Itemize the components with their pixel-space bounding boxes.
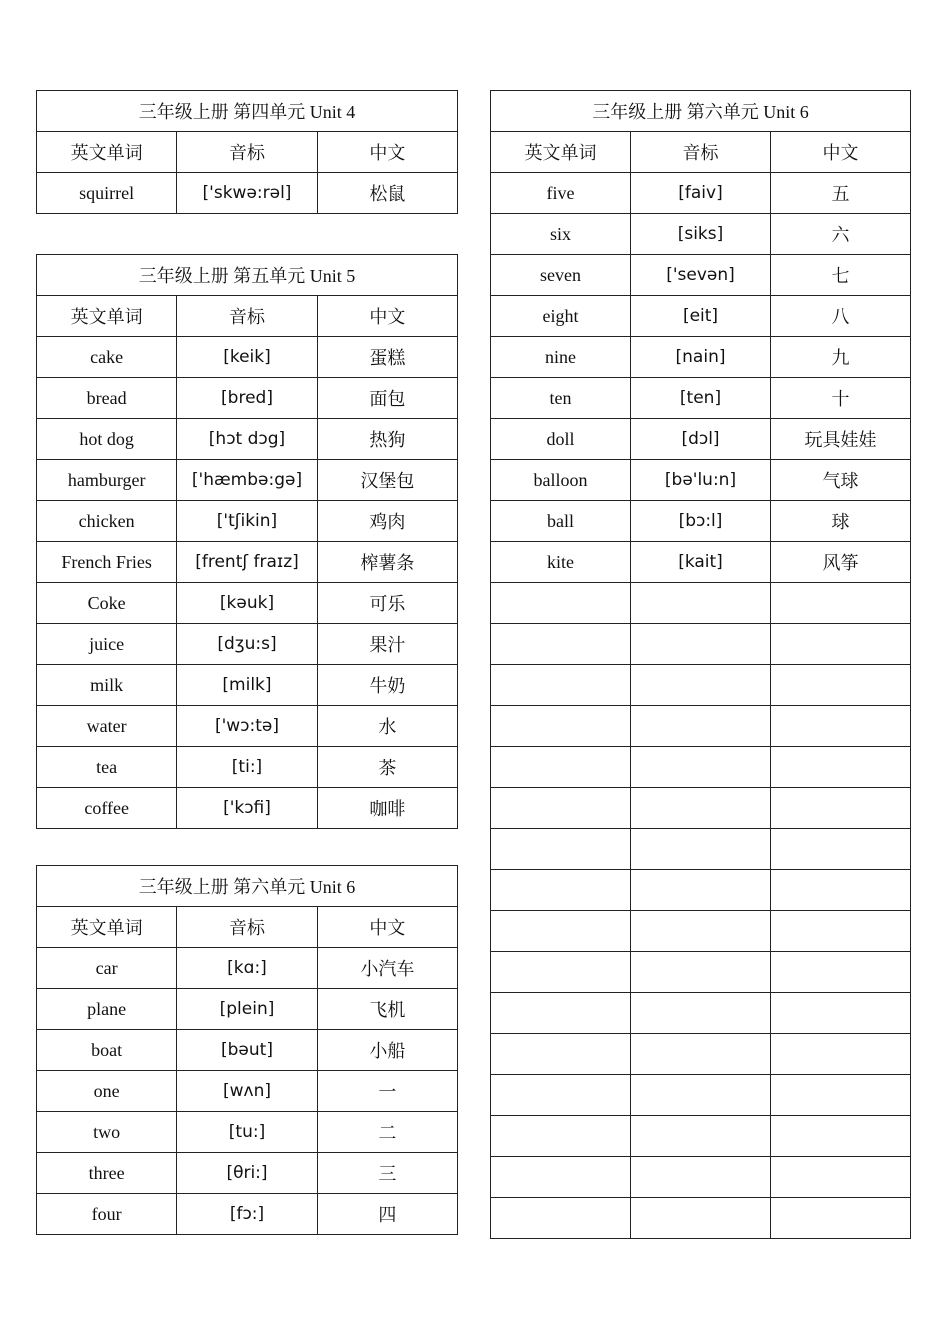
chinese-cell (771, 1034, 911, 1075)
header-english-word: 英文单词 (491, 132, 631, 173)
chinese-cell: 四 (317, 1194, 457, 1235)
table-row (37, 173, 458, 214)
chinese-cell: 气球 (771, 460, 911, 501)
table-row (491, 378, 911, 419)
table-row (491, 173, 911, 214)
english-word-cell (491, 1034, 631, 1075)
english-word-cell: nine (491, 337, 631, 378)
phonetic-cell (631, 993, 771, 1034)
english-word-cell: water (37, 706, 177, 747)
english-word-cell: chicken (37, 501, 177, 542)
chinese-cell: 六 (771, 214, 911, 255)
english-word-cell (491, 624, 631, 665)
chinese-cell (771, 952, 911, 993)
english-word-cell: milk (37, 665, 177, 706)
phonetic-cell: [ten] (631, 378, 771, 419)
table-row (491, 870, 911, 911)
phonetic-cell: ['skwə:rəl] (177, 173, 317, 214)
chinese-cell (771, 747, 911, 788)
table-row (491, 214, 911, 255)
header-chinese: 中文 (317, 296, 457, 337)
phonetic-cell: ['kɔfi] (177, 788, 317, 829)
table-row (491, 1198, 911, 1239)
chinese-cell: 球 (771, 501, 911, 542)
header-english-word: 英文单词 (37, 296, 177, 337)
english-word-cell: ball (491, 501, 631, 542)
phonetic-cell (631, 870, 771, 911)
chinese-cell: 三 (317, 1153, 457, 1194)
english-word-cell: car (37, 948, 177, 989)
phonetic-cell (631, 1116, 771, 1157)
chinese-cell: 鸡肉 (317, 501, 457, 542)
chinese-cell (771, 1198, 911, 1239)
chinese-cell (771, 665, 911, 706)
table-title-row (37, 866, 458, 907)
phonetic-cell: [milk] (177, 665, 317, 706)
table-row (491, 419, 911, 460)
english-word-cell: kite (491, 542, 631, 583)
phonetic-cell: [faiv] (631, 173, 771, 214)
english-word-cell: French Fries (37, 542, 177, 583)
english-word-cell: hot dog (37, 419, 177, 460)
table-row (37, 706, 458, 747)
chinese-cell: 茶 (317, 747, 457, 788)
english-word-cell: coffee (37, 788, 177, 829)
chinese-cell (771, 1157, 911, 1198)
phonetic-cell: [eit] (631, 296, 771, 337)
phonetic-cell (631, 829, 771, 870)
table-row (491, 255, 911, 296)
table-row (491, 665, 911, 706)
table-title: 三年级上册 第五单元 Unit 5 (37, 255, 458, 296)
table-row (491, 296, 911, 337)
table-header-row (491, 132, 911, 173)
chinese-cell (771, 870, 911, 911)
english-word-cell: tea (37, 747, 177, 788)
english-word-cell: five (491, 173, 631, 214)
table-row (37, 542, 458, 583)
chinese-cell: 牛奶 (317, 665, 457, 706)
phonetic-cell: [kait] (631, 542, 771, 583)
phonetic-cell: [bə'lu:n] (631, 460, 771, 501)
english-word-cell (491, 952, 631, 993)
chinese-cell: 风筝 (771, 542, 911, 583)
chinese-cell: 榨薯条 (317, 542, 457, 583)
phonetic-cell (631, 952, 771, 993)
phonetic-cell (631, 1198, 771, 1239)
chinese-cell: 小汽车 (317, 948, 457, 989)
chinese-cell: 热狗 (317, 419, 457, 460)
table-row (491, 747, 911, 788)
phonetic-cell (631, 706, 771, 747)
chinese-cell: 蛋糕 (317, 337, 457, 378)
chinese-cell: 二 (317, 1112, 457, 1153)
table-row (37, 460, 458, 501)
table-row (37, 624, 458, 665)
table-row (491, 706, 911, 747)
english-word-cell: one (37, 1071, 177, 1112)
english-word-cell: squirrel (37, 173, 177, 214)
english-word-cell: boat (37, 1030, 177, 1071)
table-row (37, 747, 458, 788)
table-row (37, 501, 458, 542)
chinese-cell: 水 (317, 706, 457, 747)
phonetic-cell (631, 624, 771, 665)
table-row (491, 788, 911, 829)
phonetic-cell (631, 1034, 771, 1075)
phonetic-cell: [siks] (631, 214, 771, 255)
table-row (37, 788, 458, 829)
english-word-cell: six (491, 214, 631, 255)
english-word-cell: eight (491, 296, 631, 337)
english-word-cell: balloon (491, 460, 631, 501)
table-row (491, 542, 911, 583)
header-phonetic: 音标 (631, 132, 771, 173)
chinese-cell: 面包 (317, 378, 457, 419)
table-row (37, 1112, 458, 1153)
chinese-cell (771, 993, 911, 1034)
chinese-cell (771, 624, 911, 665)
phonetic-cell: ['hæmbə:gə] (177, 460, 317, 501)
phonetic-cell: [nain] (631, 337, 771, 378)
chinese-cell: 小船 (317, 1030, 457, 1071)
table-row (37, 1030, 458, 1071)
phonetic-cell: [θri:] (177, 1153, 317, 1194)
table-row (491, 1116, 911, 1157)
phonetic-cell: ['tʃikin] (177, 501, 317, 542)
phonetic-cell (631, 911, 771, 952)
table-row (491, 501, 911, 542)
table-row (491, 337, 911, 378)
table-row (37, 665, 458, 706)
english-word-cell: four (37, 1194, 177, 1235)
chinese-cell (771, 788, 911, 829)
table-row (491, 1157, 911, 1198)
chinese-cell: 果汁 (317, 624, 457, 665)
phonetic-cell: [dɔl] (631, 419, 771, 460)
table-row (491, 952, 911, 993)
phonetic-cell: [fɔ:] (177, 1194, 317, 1235)
chinese-cell: 十 (771, 378, 911, 419)
phonetic-cell: [bred] (177, 378, 317, 419)
header-chinese: 中文 (317, 132, 457, 173)
chinese-cell: 五 (771, 173, 911, 214)
chinese-cell: 九 (771, 337, 911, 378)
table-row (37, 337, 458, 378)
english-word-cell (491, 1075, 631, 1116)
table-row (37, 1071, 458, 1112)
table-row (491, 1034, 911, 1075)
english-word-cell: cake (37, 337, 177, 378)
phonetic-cell (631, 1157, 771, 1198)
table-row (491, 583, 911, 624)
table-row (37, 1153, 458, 1194)
english-word-cell (491, 583, 631, 624)
table-row (37, 989, 458, 1030)
chinese-cell: 松鼠 (317, 173, 457, 214)
english-word-cell: bread (37, 378, 177, 419)
phonetic-cell: [plein] (177, 989, 317, 1030)
header-phonetic: 音标 (177, 296, 317, 337)
unit6-vocab-table-left (36, 865, 458, 1235)
header-english-word: 英文单词 (37, 907, 177, 948)
english-word-cell (491, 870, 631, 911)
chinese-cell (771, 1075, 911, 1116)
table-title: 三年级上册 第六单元 Unit 6 (491, 91, 911, 132)
table-row (37, 378, 458, 419)
english-word-cell: ten (491, 378, 631, 419)
table-row (491, 1075, 911, 1116)
english-word-cell: doll (491, 419, 631, 460)
unit5-vocab-table (36, 254, 458, 829)
phonetic-cell (631, 1075, 771, 1116)
phonetic-cell: [tu:] (177, 1112, 317, 1153)
english-word-cell: plane (37, 989, 177, 1030)
table-title: 三年级上册 第六单元 Unit 6 (37, 866, 458, 907)
english-word-cell: hamburger (37, 460, 177, 501)
english-word-cell (491, 1198, 631, 1239)
chinese-cell: 可乐 (317, 583, 457, 624)
english-word-cell: Coke (37, 583, 177, 624)
english-word-cell (491, 993, 631, 1034)
chinese-cell: 咖啡 (317, 788, 457, 829)
english-word-cell: juice (37, 624, 177, 665)
chinese-cell (771, 1116, 911, 1157)
english-word-cell (491, 788, 631, 829)
header-phonetic: 音标 (177, 907, 317, 948)
english-word-cell: three (37, 1153, 177, 1194)
english-word-cell (491, 747, 631, 788)
chinese-cell: 玩具娃娃 (771, 419, 911, 460)
english-word-cell: two (37, 1112, 177, 1153)
header-phonetic: 音标 (177, 132, 317, 173)
phonetic-cell (631, 747, 771, 788)
table-row (491, 829, 911, 870)
unit4-vocab-table (36, 90, 458, 214)
english-word-cell (491, 706, 631, 747)
header-chinese: 中文 (771, 132, 911, 173)
chinese-cell: 一 (317, 1071, 457, 1112)
table-row (37, 948, 458, 989)
chinese-cell: 八 (771, 296, 911, 337)
phonetic-cell: [dʒu:s] (177, 624, 317, 665)
table-title-row (37, 91, 458, 132)
phonetic-cell: [bɔ:l] (631, 501, 771, 542)
phonetic-cell: [keik] (177, 337, 317, 378)
header-chinese: 中文 (317, 907, 457, 948)
chinese-cell: 飞机 (317, 989, 457, 1030)
phonetic-cell: ['wɔ:tə] (177, 706, 317, 747)
chinese-cell (771, 583, 911, 624)
chinese-cell: 七 (771, 255, 911, 296)
chinese-cell (771, 829, 911, 870)
phonetic-cell: [bəut] (177, 1030, 317, 1071)
table-header-row (37, 907, 458, 948)
phonetic-cell: [frentʃ fraɪz] (177, 542, 317, 583)
english-word-cell (491, 911, 631, 952)
table-row (491, 911, 911, 952)
chinese-cell (771, 911, 911, 952)
phonetic-cell (631, 665, 771, 706)
table-row (491, 993, 911, 1034)
table-title-row (37, 255, 458, 296)
phonetic-cell: [kɑ:] (177, 948, 317, 989)
table-header-row (37, 132, 458, 173)
table-header-row (37, 296, 458, 337)
table-row (491, 460, 911, 501)
unit6-vocab-table-right (490, 90, 911, 1239)
table-row (491, 624, 911, 665)
chinese-cell: 汉堡包 (317, 460, 457, 501)
phonetic-cell: [hɔt dɔg] (177, 419, 317, 460)
english-word-cell (491, 1116, 631, 1157)
phonetic-cell: ['sevən] (631, 255, 771, 296)
table-title: 三年级上册 第四单元 Unit 4 (37, 91, 458, 132)
header-english-word: 英文单词 (37, 132, 177, 173)
english-word-cell (491, 829, 631, 870)
english-word-cell (491, 1157, 631, 1198)
chinese-cell (771, 706, 911, 747)
phonetic-cell (631, 788, 771, 829)
table-row (37, 583, 458, 624)
phonetic-cell (631, 583, 771, 624)
table-row (37, 1194, 458, 1235)
english-word-cell (491, 665, 631, 706)
phonetic-cell: [kəuk] (177, 583, 317, 624)
english-word-cell: seven (491, 255, 631, 296)
table-title-row (491, 91, 911, 132)
table-row (37, 419, 458, 460)
phonetic-cell: [wʌn] (177, 1071, 317, 1112)
phonetic-cell: [ti:] (177, 747, 317, 788)
